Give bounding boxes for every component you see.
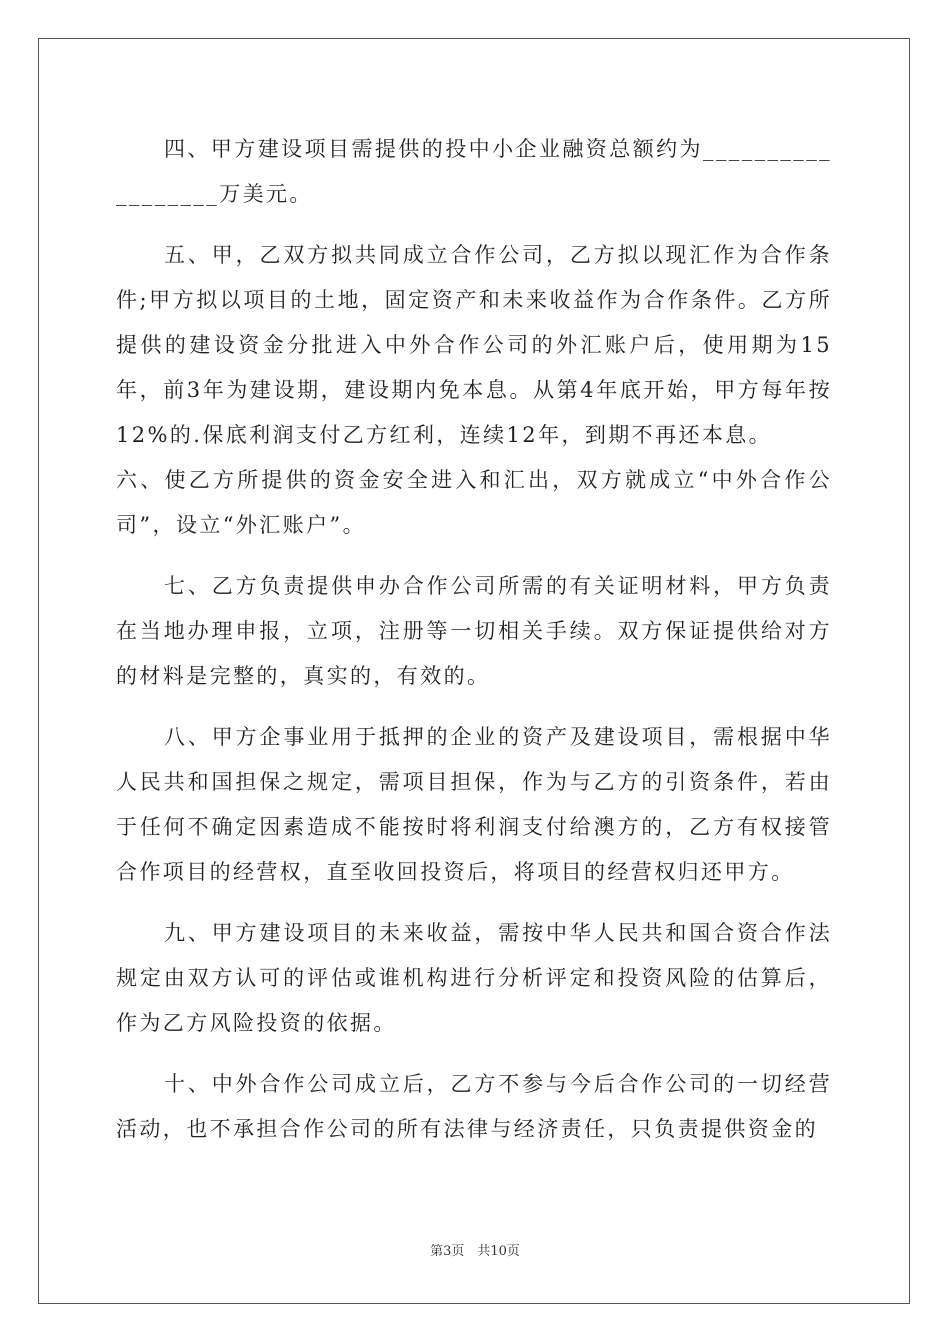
paragraph-10: 十、中外合作公司成立后，乙方不参与今后合作公司的一切经营活动，也不承担合作公司的所有法律与经济责任，只负责提供资金的: [116, 1072, 832, 1141]
page-number-footer: 第3页 共10页: [430, 1244, 520, 1259]
paragraph-9: 九、甲方建设项目的未来收益，需按中华人民共和国合资合作法规定由双方认可的评估或谁机构进行分析评定和投资风险的估算后，作为乙方风险投资的依据。: [116, 921, 832, 1035]
paragraph-7: 七、乙方负责提供申办合作公司所需的有关证明材料，甲方负责在当地办理申报，立项，注册等一切相关手续。双方保证提供给对方的材料是完整的，真实的，有效的。: [116, 574, 832, 688]
paragraph-4: 四、甲方建设项目需提供的投中小企业融资总额约为__________________万美元。: [116, 137, 832, 206]
paragraph-5: 五、甲，乙双方拟共同成立合作公司，乙方拟以现汇作为合作条件;甲方拟以项目的土地，固定资产和未来收益作为合作条件。乙方所提供的建设资金分批进入中外合作公司的外汇账户后，使用期为15年，前3年为建设期，建设期内免本息。从第4年底开始，甲方每年按12%的.保底利润支付乙方红利，连续12年，到期不再还本息。: [116, 243, 832, 447]
paragraph-8: 八、甲方企事业用于抵押的企业的资产及建设项目，需根据中华人民共和国担保之规定，需项目担保，作为与乙方的引资条件，若由于任何不确定因素造成不能按时将利润支付给澳方的，乙方有权接管合作项目的经营权，直至收回投资后，将项目的经营权归还甲方。: [116, 725, 832, 884]
document-body: [116, 127, 832, 1152]
paragraph-6: 六、使乙方所提供的资金安全进入和汇出，双方就成立“中外合作公司”，设立“外汇账户”。: [116, 468, 832, 537]
